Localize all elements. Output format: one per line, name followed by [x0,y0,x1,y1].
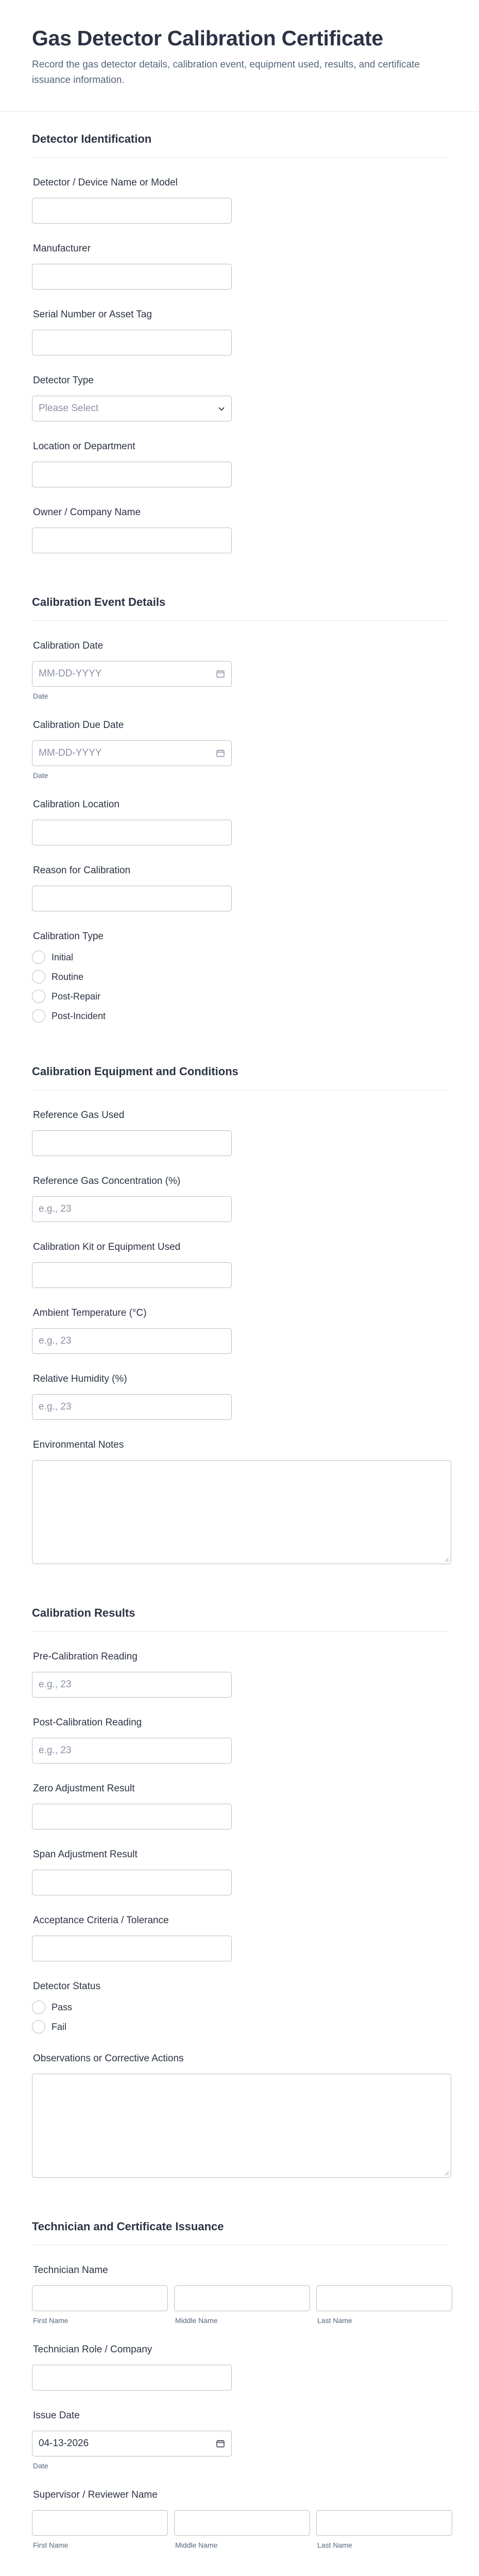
field-label: Reference Gas Concentration (%) [33,1176,181,1187]
field-technician-role [32,2325,447,2391]
section-calibration-event [0,575,479,1023]
resize-handle-icon[interactable] [444,1557,449,1562]
concentration-input[interactable] [32,1196,232,1222]
field-label: Calibration Due Date [33,720,124,731]
technician-first-name-input[interactable] [32,2285,168,2311]
field-detector-type [32,355,447,421]
name-row [32,2510,447,2549]
field-manufacturer [32,224,447,290]
owner-input[interactable] [32,528,232,553]
field-concentration [32,1156,447,1222]
radio-option-post-repair[interactable] [32,990,447,1003]
field-sublabel: Date [33,692,48,701]
manufacturer-input[interactable] [32,264,232,290]
name-col-last [316,2510,452,2549]
page-title: Gas Detector Calibration Certificate [32,26,383,50]
field-sublabel: First Name [33,2316,69,2325]
humidity-input[interactable] [32,1394,232,1420]
input-placeholder: e.g., 23 [39,1401,72,1413]
field-calibration-date [32,621,447,700]
field-reference-gas [32,1090,447,1156]
supervisor-middle-name-input[interactable] [174,2510,310,2536]
field-location [32,421,447,487]
field-label: Acceptance Criteria / Tolerance [33,1915,169,1926]
supervisor-first-name-input[interactable] [32,2510,168,2536]
field-calibration-location [32,779,447,845]
field-label: Issue Date [33,2410,80,2421]
field-sublabel: Last Name [317,2316,352,2325]
field-post-reading [32,1698,447,1764]
field-sublabel: Date [33,771,48,780]
device-name-input[interactable] [32,198,232,224]
select-placeholder: Please Select [39,403,99,414]
due-date-input[interactable] [32,740,232,766]
name-col-first [32,2510,168,2549]
resize-handle-icon[interactable] [444,2171,449,2176]
date-placeholder: MM-DD-YYYY [39,668,102,680]
radio-label: Pass [52,2002,73,2012]
observations-textarea[interactable] [32,2074,451,2178]
temperature-input[interactable] [32,1328,232,1354]
field-sublabel: First Name [33,2541,69,2550]
technician-last-name-input[interactable] [316,2285,452,2311]
technician-role-input[interactable] [32,2365,232,2391]
environmental-notes-textarea[interactable] [32,1460,451,1564]
section-title: Detector Identification [32,112,448,158]
radio-button[interactable] [32,990,45,1003]
field-label: Calibration Type [33,931,104,942]
field-label: Post-Calibration Reading [33,1717,142,1728]
technician-middle-name-input[interactable] [174,2285,310,2311]
supervisor-last-name-input[interactable] [316,2510,452,2536]
field-acceptance-criteria [32,1895,447,1961]
field-label: Detector / Device Name or Model [33,177,178,189]
field-sublabel: Last Name [317,2541,352,2550]
name-col-middle [174,2285,310,2325]
field-temperature [32,1288,447,1354]
field-label: Calibration Location [33,799,119,810]
section-technician [0,2199,479,2549]
radio-button[interactable] [32,970,45,984]
field-label: Supervisor / Reviewer Name [33,2489,158,2501]
name-row [32,2285,447,2325]
field-label: Environmental Notes [33,1439,124,1451]
name-col-first [32,2285,168,2325]
acceptance-criteria-input[interactable] [32,1936,232,1961]
field-label: Technician Role / Company [33,2344,152,2355]
name-col-last [316,2285,452,2325]
section-title: Calibration Event Details [32,575,448,621]
field-label: Detector Status [33,1981,100,1992]
field-humidity [32,1354,447,1420]
location-input[interactable] [32,462,232,487]
field-serial [32,290,447,355]
field-sublabel: Middle Name [175,2541,218,2550]
calendar-icon[interactable] [216,749,225,758]
field-label: Relative Humidity (%) [33,1374,127,1385]
name-col-middle [174,2510,310,2549]
field-technician-name [32,2245,447,2325]
radio-label: Routine [52,971,84,982]
radio-button[interactable] [32,1009,45,1023]
input-placeholder: e.g., 23 [39,1335,72,1347]
field-environmental-notes [32,1420,447,1564]
field-owner [32,487,447,553]
field-sublabel: Date [33,2462,48,2470]
field-label: Reason for Calibration [33,865,131,876]
pre-reading-input[interactable] [32,1672,232,1698]
field-supervisor-name [32,2470,447,2549]
zero-adjustment-input[interactable] [32,1804,232,1829]
chevron-down-icon [218,405,225,412]
serial-input[interactable] [32,330,232,355]
radio-button[interactable] [32,2001,45,2014]
section-equipment [0,1044,479,1564]
calendar-icon[interactable] [216,2439,225,2448]
field-observations [32,2033,447,2178]
field-label: Technician Name [33,2265,108,2276]
field-label: Zero Adjustment Result [33,1783,135,1794]
field-zero-adjustment [32,1764,447,1829]
field-label: Serial Number or Asset Tag [33,309,152,320]
calibration-location-input[interactable] [32,820,232,845]
field-label: Owner / Company Name [33,507,141,518]
field-reason [32,845,447,911]
field-calibration-type [32,911,447,1023]
radio-button[interactable] [32,951,45,964]
field-label: Detector Type [33,375,94,386]
reason-input[interactable] [32,886,232,911]
page-description: Record the gas detector details, calibration event, equipment used, results, and certificate issuance information. [32,59,420,86]
radio-label: Post-Incident [52,1010,106,1021]
field-label: Observations or Corrective Actions [33,2053,184,2064]
field-label: Ambient Temperature (°C) [33,1308,147,1319]
detector-type-select[interactable] [32,396,232,421]
field-label: Calibration Kit or Equipment Used [33,1242,181,1253]
kit-input[interactable] [32,1262,232,1288]
radio-option-fail[interactable] [32,2020,447,2033]
span-adjustment-input[interactable] [32,1870,232,1895]
field-label: Location or Department [33,441,135,452]
issue-date-input[interactable] [32,2431,232,2456]
field-label: Pre-Calibration Reading [33,1651,138,1663]
input-placeholder: e.g., 23 [39,1745,72,1756]
reference-gas-input[interactable] [32,1130,232,1156]
field-due-date [32,700,447,779]
section-results [0,1586,479,2178]
section-title: Calibration Results [32,1586,448,1632]
calibration-date-input[interactable] [32,661,232,687]
detector-status-radio-group [32,2001,447,2033]
section-detector-identification [0,112,479,553]
radio-option-post-incident[interactable] [32,1009,447,1023]
field-pre-reading [32,1632,447,1698]
section-title: Calibration Equipment and Conditions [32,1044,448,1090]
date-placeholder: MM-DD-YYYY [39,748,102,759]
field-kit [32,1222,447,1288]
radio-option-routine[interactable] [32,970,447,984]
field-detector-status [32,1961,447,2033]
radio-option-pass[interactable] [32,2001,447,2014]
radio-label: Fail [52,2021,67,2032]
radio-option-initial[interactable] [32,951,447,964]
radio-label: Initial [52,952,74,962]
radio-button[interactable] [32,2020,45,2033]
input-placeholder: e.g., 23 [39,1679,72,1690]
field-span-adjustment [32,1829,447,1895]
date-value: 04-13-2026 [39,2438,89,2449]
field-issue-date [32,2391,447,2470]
calibration-type-radio-group [32,951,447,1023]
field-label: Reference Gas Used [33,1110,125,1121]
section-title: Technician and Certificate Issuance [32,2199,448,2245]
input-placeholder: e.g., 23 [39,1204,72,1215]
field-label: Calibration Date [33,640,104,652]
post-reading-input[interactable] [32,1738,232,1764]
field-label: Manufacturer [33,243,91,255]
field-device-name [32,158,447,224]
form-header [0,0,479,112]
field-sublabel: Middle Name [175,2316,218,2325]
radio-label: Post-Repair [52,991,101,1002]
field-label: Span Adjustment Result [33,1849,138,1860]
calendar-icon[interactable] [216,669,225,679]
